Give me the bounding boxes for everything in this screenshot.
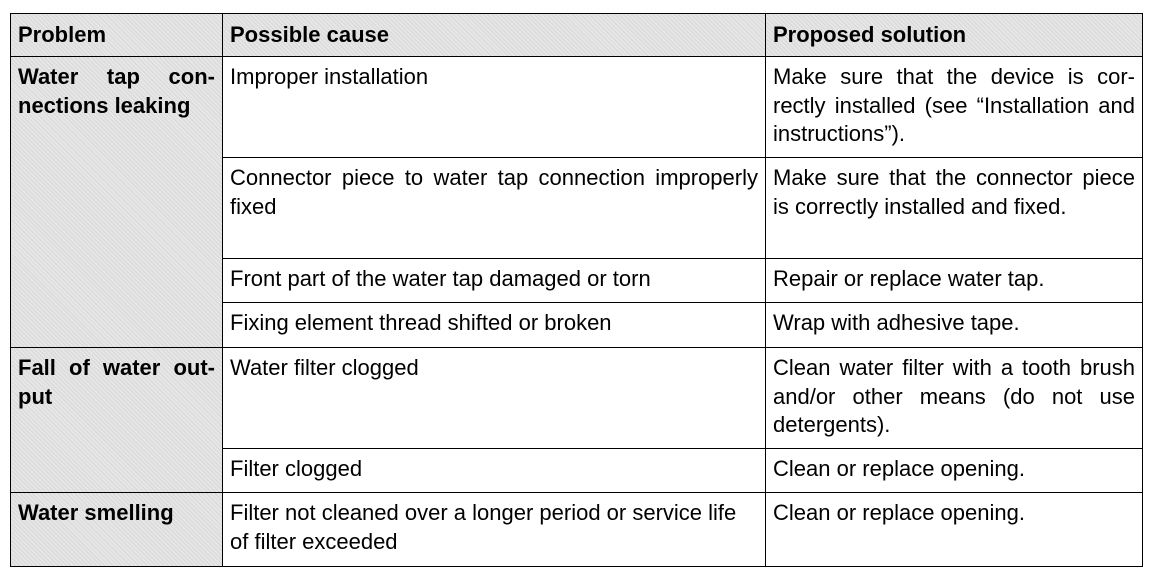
- solution-cell: Clean or replace opening.: [766, 493, 1143, 567]
- solution-cell: Make sure that the device is correctly installed (see “Installation and instructions”).: [766, 57, 1143, 158]
- header-possible-cause: Possible cause: [223, 14, 766, 57]
- solution-cell: Wrap with adhesive tape.: [766, 303, 1143, 348]
- header-proposed-solution: Proposed solution: [766, 14, 1143, 57]
- header-problem: Problem: [11, 14, 223, 57]
- cause-cell: Water filter clogged: [223, 348, 766, 449]
- solution-cell: Clean water filter with a tooth brush and/or other means (do not use detergents).: [766, 348, 1143, 449]
- cause-cell: Improper installation: [223, 57, 766, 158]
- cause-cell: Filter clogged: [223, 449, 766, 493]
- header-row: [11, 14, 1143, 57]
- problem-cell: Water smelling: [11, 493, 223, 567]
- solution-cell: Repair or replace water tap.: [766, 259, 1143, 303]
- troubleshooting-table: [10, 13, 1143, 567]
- problem-cell: Fall of water output: [11, 348, 223, 493]
- table-row: [11, 57, 1143, 158]
- cause-cell: Filter not cleaned over a longer period or service life of filter exceeded: [223, 493, 766, 567]
- cause-cell: Connector piece to water tap connection improperly fixed: [223, 158, 766, 259]
- cause-cell: Fixing element thread shifted or broken: [223, 303, 766, 348]
- cause-cell: Front part of the water tap damaged or torn: [223, 259, 766, 303]
- table-row: [11, 348, 1143, 449]
- solution-cell: Clean or replace opening.: [766, 449, 1143, 493]
- table-row: [11, 493, 1143, 567]
- solution-cell: Make sure that the connector piece is correctly installed and fixed.: [766, 158, 1143, 259]
- troubleshooting-table-container: [10, 13, 1142, 567]
- problem-cell: Water tap connections leaking: [11, 57, 223, 348]
